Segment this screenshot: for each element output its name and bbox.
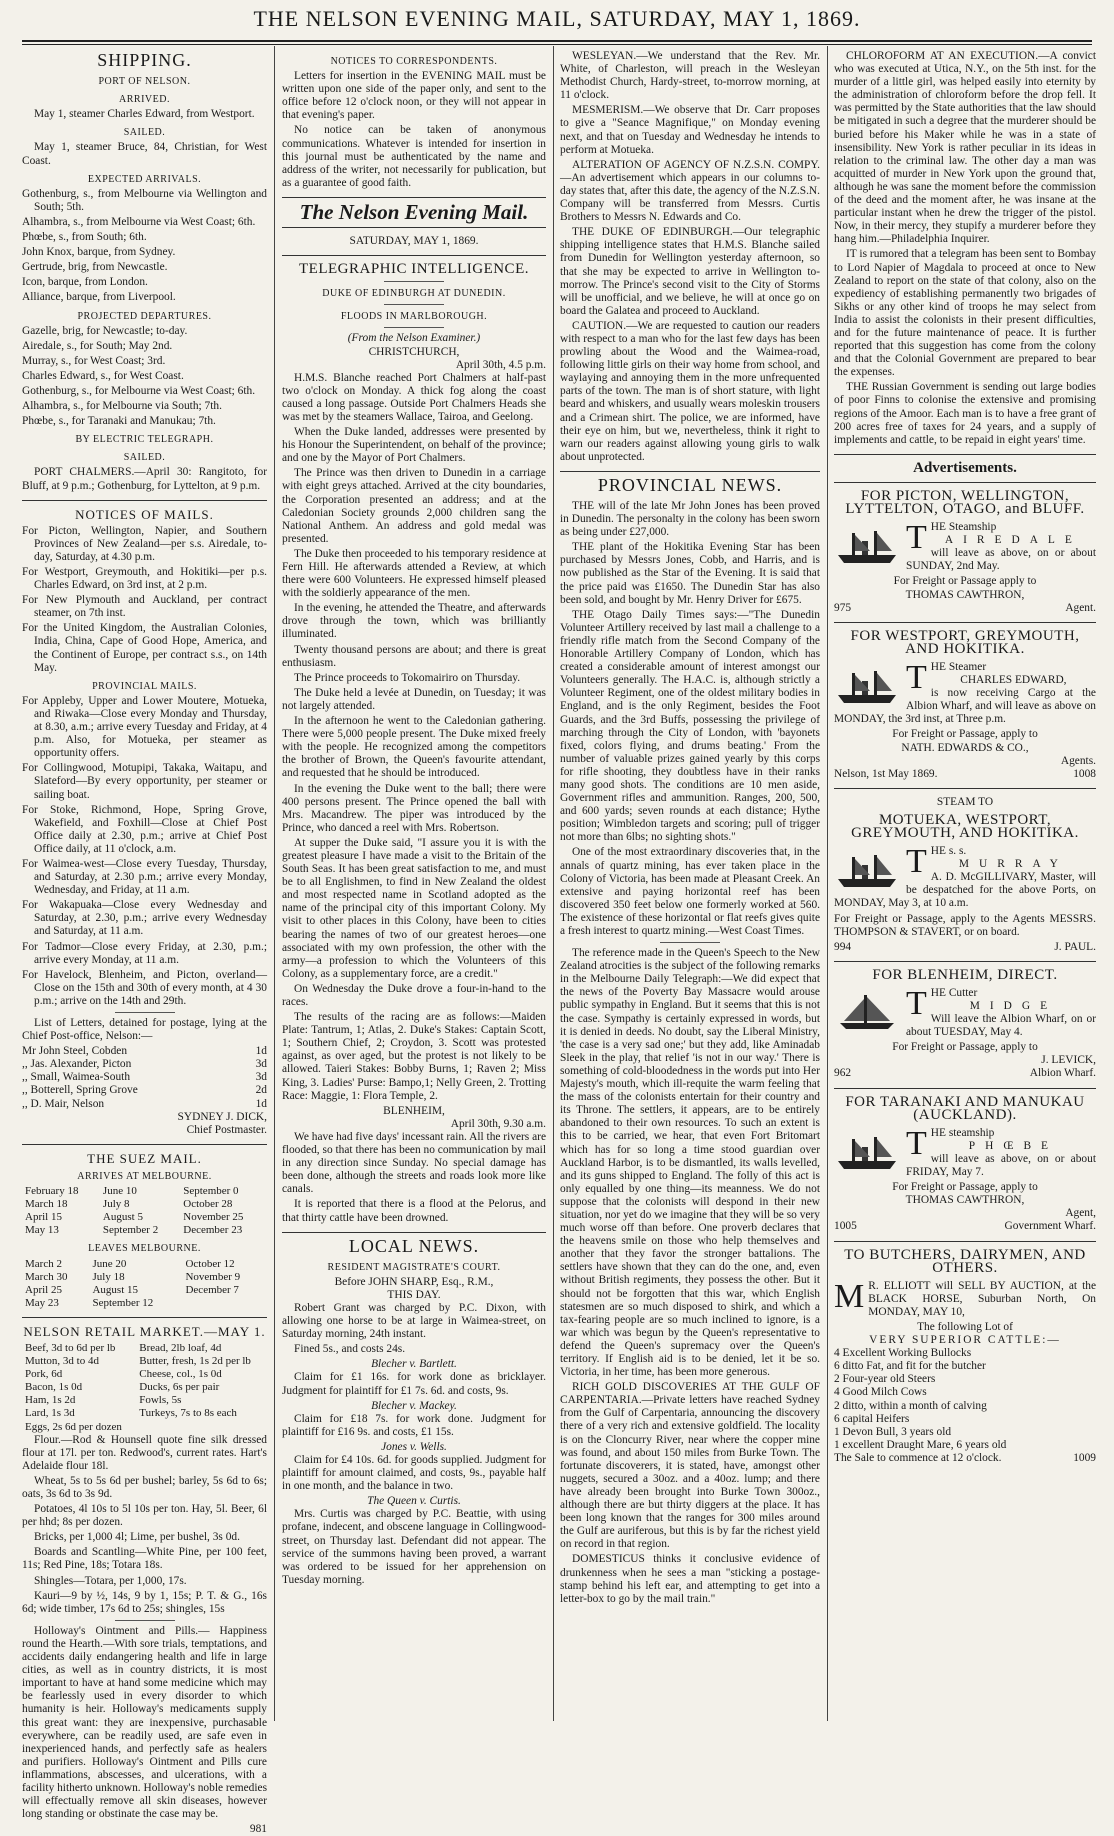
ad-footer xyxy=(834,768,1096,781)
table-cell: Turkeys, 7s to 8s each xyxy=(139,1407,237,1420)
ad-apply: For Freight or Passage, apply to xyxy=(892,728,1038,741)
telegraph-sailed: SAILED. xyxy=(123,452,166,464)
ad-apply: For Freight or Passage, apply to xyxy=(892,1181,1038,1194)
market-table xyxy=(22,1342,267,1434)
ad-heading: TO BUTCHERS, DAIRYMEN, AND OTHERS. xyxy=(844,1246,1086,1276)
ad-sale: The Sale to commence at 12 o'clock. xyxy=(834,1451,1002,1464)
ad-footer xyxy=(834,941,1096,954)
table-cell: December 7 xyxy=(185,1283,239,1296)
notices-heading: NOTICES TO CORRESPONDENTS. xyxy=(330,56,498,67)
cutter-icon xyxy=(834,991,900,1033)
table-cell: April 15 xyxy=(25,1211,62,1224)
rule xyxy=(282,255,546,256)
mails-heading: NOTICES OF MAILS. xyxy=(75,506,214,522)
notice-paragraph: No notice can be taken of anonymous communications. Whatever is intended for insertion in this journal must be authenticated by the name and address of the writer, not necessarily for publication, but as a guarantee of good faith. xyxy=(282,124,546,189)
table-cell: September 0 xyxy=(183,1185,239,1198)
ad-number: 1005 xyxy=(834,1220,857,1233)
story-paragraph: In the evening the Duke went to the ball; there were 400 persons present. The Prince opened the ball with Mrs. Macandrew. The piper was introduced by the Prince, who danced a reel with Mrs. Robertson. xyxy=(282,782,546,834)
steamship-icon xyxy=(834,665,900,707)
duke-heading: DUKE OF EDINBURGH AT DUNEDIN. xyxy=(322,288,506,300)
mail-entry: For New Plymouth and Auckland, per contract steamer, on 7th inst. xyxy=(22,594,267,620)
market-text: Potatoes, 4l 10s to 5l 10s per ton. Hay, 5l. Beer, 6l per hhd; 8s per dozen. xyxy=(22,1503,267,1529)
ad-place: Nelson, 1st May 1869. xyxy=(834,767,938,780)
letters-intro: List of Letters, detained for postage, lying at the Chief Post-office, Nelson:— xyxy=(22,1017,267,1043)
arrives-heading: ARRIVES AT MELBOURNE. xyxy=(77,1170,212,1182)
case-text: Claim for £4 10s. 6d. for goods supplied. Judgment for plaintiff for amount claimed, and costs, 9s., payable half in one month, and the balance in two. xyxy=(282,1454,546,1493)
short-rule xyxy=(384,304,444,305)
projected-entry: Charles Edward, s., for West Coast. xyxy=(22,369,184,382)
ad-body: will leave as above, on or about FRIDAY, May 7. xyxy=(906,1152,1096,1179)
table-row xyxy=(22,1407,267,1420)
floods-paragraph: We have had five days' incessant rain. All the rivers are flooded, so that there has been no communication by mail in any direction since Sunday. No special damage has been done, although the streets and roads look more like canals. xyxy=(282,1130,546,1196)
ad-the: HE Steamer xyxy=(930,660,987,673)
rule xyxy=(834,961,1096,962)
ad-footer xyxy=(834,1220,1096,1233)
rule xyxy=(22,1144,267,1145)
ad-place: Government Wharf. xyxy=(1004,1220,1096,1233)
leaves-table xyxy=(22,1258,267,1310)
sailed-entry: May 1, steamer Bruce, 84, Christian, for West Coast. xyxy=(22,141,267,167)
steamship-icon xyxy=(834,849,900,891)
table-cell: August 5 xyxy=(102,1211,143,1224)
table-row xyxy=(22,1421,267,1434)
rule xyxy=(834,1088,1096,1089)
table-cell: Ducks, 6s per pair xyxy=(139,1381,220,1394)
mail-entry: For Picton, Wellington, Napier, and Southern Provinces of New Zealand—per s.s. Airedale, to-day, Saturday, at 4.30 p.m. xyxy=(22,524,267,563)
table-row xyxy=(22,1342,267,1355)
projected-entry: Phœbe, s., for Taranaki and Manukau; 7th. xyxy=(22,415,216,428)
ad-number: 994 xyxy=(834,940,852,953)
provincial-news-heading: PROVINCIAL NEWS. xyxy=(597,474,783,495)
ad-the: HE steamship xyxy=(930,1126,995,1139)
case-text: Claim for £18 7s. for work done. Judgment for plaintiff for £16 9s. and costs, £1 15s. xyxy=(282,1412,546,1438)
provincial-mail-entry: For Havelock, Blenheim, and Picton, overland—Close on the 15th and 30th of every month, at 4 30 p.m.; arrive on the 14th and 29th. xyxy=(22,968,267,1007)
list-item: 1 excellent Draught Mare, 6 years old xyxy=(834,1438,1007,1451)
table-cell: November 25 xyxy=(183,1211,244,1224)
ad-body: is now receiving Cargo at the Albion Wharf, and will leave as above on MONDAY, the 3rd inst, at Three p.m. xyxy=(834,687,1096,726)
table-cell: Butter, fresh, 1s 2d per lb xyxy=(139,1355,251,1368)
ship-name: MURRAY xyxy=(958,858,1068,871)
table-row xyxy=(22,1297,267,1310)
story-paragraph: The Prince was then driven to Dunedin in a carriage with eight greys attached. Arrived at the city boundaries, the Corporation presented an address; and at the Caledonian Society grounds 2,000 children sang the National Anthem. An address and gold medal was presented. xyxy=(282,467,546,545)
ad-auction xyxy=(834,1277,1096,1465)
ship-name: AIREDALE xyxy=(944,534,1082,547)
table-cell: October 12 xyxy=(185,1257,235,1270)
ship-name: CHARLES EDWARD, xyxy=(960,674,1067,687)
dateline-place: BLENHEIM, xyxy=(383,1104,445,1117)
column-divider xyxy=(274,46,275,1721)
ad-footer xyxy=(834,1067,1096,1080)
letter-name: ,, Small, Waimea-South xyxy=(22,1071,131,1084)
telegraph-heading: BY ELECTRIC TELEGRAPH. xyxy=(75,434,214,446)
ad-the: HE Steamship xyxy=(930,521,997,534)
table-cell: June 10 xyxy=(102,1185,137,1198)
story-paragraph: The Prince proceeds to Tokomairiro on Thursday. xyxy=(294,671,521,684)
arrives-table xyxy=(22,1185,267,1237)
market-text: Shingles—Totara, per 1,000, 17s. xyxy=(34,1574,187,1587)
expected-entry: Gertrude, brig, from Newcastle. xyxy=(22,261,168,274)
story-paragraph: The results of the racing are as follows:—Maiden Plate: Tantrum, 1; Atlas, 2. Duke's Stakes: Captain Scott, 1; Southern Chief, 2; Croydon, 3. Scott was protested against, as over aged, but the protest is not likely to be allowed. Taieri Stakes: Bobby Burns, 1; Raven 2; Miss King, 3. Ladies' Purse: Bampo,1; Nelly Green, 2. Trotting Race: Maggie, 1: Flora Temple, 2. xyxy=(282,1011,546,1102)
table-cell: Bread, 2lb loaf, 4d xyxy=(139,1341,222,1354)
ad-airedale xyxy=(834,521,1096,615)
ad-phoebe xyxy=(834,1124,1096,1234)
ship-name: PHŒBE xyxy=(968,1139,1059,1152)
letter-row xyxy=(22,1058,267,1071)
local-item: MESMERISM.—We observe that Dr. Carr proposes to give a "Seance Magnifique," on Monday evening next, and that on Tuesday and Wednesday he intends to perform at Motueka. xyxy=(560,104,820,156)
column-2 xyxy=(282,50,546,1720)
provincial-mail-entry: For Wakapuaka—Close every Wednesday and Saturday, at 2.30, p.m.; arrive every Wednesday and Saturday, at 11 a.m. xyxy=(22,899,267,938)
court-before: Before JOHN SHARP, Esq., R.M., xyxy=(334,1275,494,1288)
rule xyxy=(282,227,546,228)
ad-number: 1009 xyxy=(1073,1451,1096,1464)
story-paragraph: Twenty thousand persons are about; and there is great enthusiasm. xyxy=(282,643,546,669)
table-cell: November 9 xyxy=(185,1270,241,1283)
local-item: THE DUKE OF EDINBURGH.—Our telegraphic shipping intelligence states that H.M.S. Blanche sailed from Dunedin for Wellington yesterday afternoon, so that she may be expected to arrive in Wellington to-morrow. The Prince's second visit to the City of Storms will be unofficial, and we believe, he will at once go on board the Galatea and proceed to Auckland. xyxy=(560,226,820,317)
ad-agent: J. PAUL. xyxy=(1054,940,1096,953)
local-item: CAUTION.—We are requested to caution our readers with respect to a man who for the last few days has been prowling about the Wood and the Waimea-road, following little girls on their way home from school, and waylaying and annoying them in the more unfrequented parts of the town. The man is of short stature, with light beard and whiskers, and usually wears moleskin trousers and a Crimean shirt. The police, we are informed, have their eye on him, but we, nevertheless, think it right to warn our readers against allowing young girls to walk about unprotected. xyxy=(560,319,820,463)
ad-role: Agent, xyxy=(1065,1207,1096,1220)
ad-heading: FOR TARANAKI AND MANUKAU (AUCKLAND). xyxy=(845,1093,1085,1123)
shipping-heading: SHIPPING. xyxy=(97,50,192,70)
table-cell: October 28 xyxy=(183,1198,233,1211)
list-item: 1 Devon Bull, 3 years old xyxy=(834,1425,952,1438)
market-heading: NELSON RETAIL MARKET.—MAY 1. xyxy=(23,1323,266,1339)
table-row xyxy=(22,1224,267,1237)
ad-apply: For Freight or Passage apply to xyxy=(893,575,1037,588)
case-title: The Queen v. Curtis. xyxy=(367,1495,461,1508)
masthead-rule xyxy=(22,40,1092,45)
provincial-mail-entry: For Tadmor—Close every Friday, at 2.30, p.m.; arrive every Monday, at 11 a.m. xyxy=(22,940,267,966)
table-cell: September 2 xyxy=(102,1224,159,1237)
list-item: 4 Excellent Working Bullocks xyxy=(834,1347,972,1360)
expected-entry: John Knox, barque, from Sydney. xyxy=(22,246,176,259)
gold-discovery-item: RICH GOLD DISCOVERIES AT THE GULF OF CARPENTARIA.—Private letters have reached Sydney from the Gulf of Carpentaria, announcing the discovery there of a very rich and extensive goldfield. The locality is on the Cloncurry River, near where the copper mine was found, and about 150 miles from Burke Town. The fortunate discoverers, it is stated, have, amongst other nuggets, secured a 30oz. and a 40oz. lump; and there have already been brought into Burke Town 300oz., although there are but thirty diggers at the place. It has been long known that the ranges for 300 miles around the Gulf are auriferous, but this is by far the richest yield on record in that region. xyxy=(560,1381,820,1551)
port-heading: PORT OF NELSON. xyxy=(98,76,191,88)
ad-heading: MOTUEKA, WESTPORT, GREYMOUTH, AND HOKITIKA. xyxy=(851,811,1079,841)
projected-entry: Murray, s., for West Coast; 3rd. xyxy=(22,354,166,367)
ad-the: HE s. s. xyxy=(930,845,967,858)
provincial-item: THE will of the late Mr John Jones has been proved in Dunedin. The personalty in the colony has been sworn as being under £27,000. xyxy=(560,500,820,539)
ad-role: Albion Wharf. xyxy=(1029,1067,1096,1080)
story-paragraph: In the afternoon he went to the Caledonian gathering. There were 5,000 people present. The Duke mixed freely with the people. He recognized among the competitors the brother of Brown, the Queen's favourite attendant, and requested that he should be introduced. xyxy=(282,715,546,780)
issue-date: SATURDAY, MAY 1, 1869. xyxy=(349,235,479,248)
table-cell: Eggs, 2s 6d per dozen xyxy=(25,1420,122,1433)
local-item: ALTERATION OF AGENCY OF N.Z.S.N. COMPY. —An advertisement which appears in our columns to-day states that, after this date, the agency of the N.Z.S.N. Company will be transferred from Messrs. Curtis Brothers to Messrs N. Edwards and Co. xyxy=(560,158,821,224)
table-cell: Pork, 6d xyxy=(25,1368,63,1381)
table-cell: Mutton, 3d to 4d xyxy=(25,1355,99,1368)
story-paragraph: In the evening, he attended the Theatre, and afterwards drove through the town, which was brilliantly illuminated. xyxy=(282,602,546,641)
local-item: WESLEYAN.—We understand that the Rev. Mr. White, of Charleston, will preach in the Wesleyan Methodist Church, Hardy-street, to-morrow morning, at 11 o'clock. xyxy=(560,50,820,102)
rule xyxy=(834,622,1096,623)
telegraphic-heading: TELEGRAPHIC INTELLIGENCE. xyxy=(299,261,529,278)
column-divider xyxy=(827,46,828,1721)
ad-footer xyxy=(834,1452,1096,1465)
table-row xyxy=(22,1368,267,1381)
ad-number: 962 xyxy=(834,1067,852,1080)
table-cell: February 18 xyxy=(25,1185,79,1198)
table-cell: Cheese, col., 1s 0d xyxy=(139,1368,222,1381)
provincial-item: One of the most extraordinary discoveries that, in the annals of quartz mining, has ever taken place in the Colony of Victoria, has been made at Pleasant Creek. An extensive and paying horizontal reef has been discovered 350 feet below one formerly worked at 560. The existence of these horizontal or flat reefs gives quite a fresh interest to quartz mining.—West Coast Times. xyxy=(560,846,820,937)
rule xyxy=(560,471,820,472)
source-line: (From the Nelson Examiner.) xyxy=(347,332,481,345)
story-paragraph: At supper the Duke said, "I assure you it is with the greatest pleasure I have made a visit to the Britain of the South Seas. It has been great satisfaction to me, and must be to all Englishmen, to find in New Zealand the oldest and most respected name in Scotland adopted as the name of the principal city of this important Colony. My visit to other places in this Colony, have been to cities bearing the names of two of our greatest heroes—one associated with my own profession, the other with the army—a profession to which the Volunteers of this Colony, as a supplementary force, are a credit." xyxy=(282,836,546,980)
provincial-mail-entry: For Waimea-west—Close every Tuesday, Thursday, and Saturday, at 2.30 p.m.; arrive every Monday, Wednesday, and Friday, at 11 a.m. xyxy=(22,857,267,897)
notice-paragraph: Letters for insertion in the EVENING MAIL must be written upon one side of the paper only, and sent to the office before 12 o'clock noon, or they will not appear in that evening's paper. xyxy=(282,70,546,122)
case-text: Claim for £1 16s. for work done as bricklayer. Judgment for plaintiff for £1 7s. 6d. and costs, 9s. xyxy=(282,1371,546,1397)
story-paragraph: The Duke held a levée at Dunedin, on Tuesday; it was not largely attended. xyxy=(282,686,546,712)
ad-charles-edward xyxy=(834,658,1096,781)
table-row xyxy=(22,1185,267,1198)
ad-agent: THOMAS CAWTHRON, xyxy=(905,588,1025,601)
news-item: THE Russian Government is sending out large bodies of poor Finns to colonise the extensive and promising regions of the Amoor. Each man is to have a free grant of 200 acres free of taxes for 24 years, and a supply of implements and cattle, to be repaid in eight years' time. xyxy=(834,381,1096,446)
drop-cap: T xyxy=(906,843,927,881)
rule xyxy=(834,788,1096,789)
ad-heading: FOR WESTPORT, GREYMOUTH, AND HOKITIKA. xyxy=(850,627,1080,657)
letter-amount: 3d xyxy=(255,1071,267,1084)
table-row xyxy=(22,1284,267,1297)
drop-cap: T xyxy=(906,519,927,557)
ship-name: MIDGE xyxy=(969,1000,1058,1012)
news-item: CHLOROFORM AT AN EXECUTION.—A convict who was executed at Utica, N.Y., on the 5th inst. for the murder of a little girl, was helped easily into eternity by the administration of chloroform before the drop fell. It was permitted by the State authorities that the law should be mitigated in such a degree that the murderer should be buried before his Maker while he was in a state of insensibility. New York is rather peculiar in its ideas in relation to the criminal law. The other day a man was acquitted of murder in New York upon the ground that, although he was sane the moment before the commission of the deed and the moment after, he was insane at the particular instant when he drew the trigger of the pistol. Now, in their mercy, they stupify a murderer before they hang him.—Philadelphia Inquirer. xyxy=(834,50,1096,246)
sailed-heading: SAILED. xyxy=(123,127,166,139)
rule xyxy=(834,1241,1096,1242)
ad-apply: For Freight or Passage, apply to the Agents MESSRS. THOMPSON & STAVERT, or on board. xyxy=(834,912,1096,938)
court-day: THIS DAY. xyxy=(387,1288,441,1301)
rule xyxy=(834,454,1096,455)
ad-agent: THOMAS CAWTHRON, xyxy=(905,1194,1025,1207)
expected-heading: EXPECTED ARRIVALS. xyxy=(87,173,202,185)
floods-paragraph: It is reported that there is a flood at the Pelorus, and that thirty cattle have been drowned. xyxy=(282,1198,546,1224)
paper-masthead: The Nelson Evening Mail. xyxy=(299,199,529,224)
case-text: Mrs. Curtis was charged by P.C. Beattie, with using profane, indecent, and obscene language in Collingwood-street, on Thursday last. Defendant did not appear. The service of the summons having been proved, a warrant was ordered to be issued for her apprehension on Tuesday morning. xyxy=(282,1508,546,1586)
ad-following: The following Lot of xyxy=(917,1320,1013,1333)
dateline-date: April 30th, 9.30 a.m. xyxy=(450,1117,546,1130)
story-paragraph: H.M.S. Blanche reached Port Chalmers at half-past two o'clock on Monday. A thick fog along the coast caused a long passage. Outside Port Chalmers Heads she was met by the steamers Wallace, Tairoa, and Geelong. xyxy=(282,371,546,423)
holloway-advert: Holloway's Ointment and Pills.— Happiness round the Hearth.—With sore trials, temptations, and accidents daily endangering health and life in large cities, as well as in country districts, it is most important to have at hand some medicine which may be fearlessly used in every disorder to which humanity is heir. Holloway's medicaments supply this great want: they are inexpensive, purchasable everywhere, can be readily used, are safe even in inexperienced hands, and perfectly safe as healers and purifiers. Holloway's Ointment and Pills cure inflammations, abscesses, and ulcerations, with a facility hitherto unknown. Holloway's noble remedies will effectually remove all skin diseases, however long standing or obstinate the case may be. xyxy=(22,1624,267,1821)
table-cell: Fowls, 5s xyxy=(139,1394,182,1407)
list-item: 4 Good Milch Cows xyxy=(834,1386,927,1399)
drop-cap: T xyxy=(906,1124,927,1162)
suez-heading: THE SUEZ MAIL. xyxy=(87,1150,202,1166)
letter-amount: 2d xyxy=(255,1084,267,1097)
table-row xyxy=(22,1211,267,1224)
mail-entry: For Westport, Greymouth, and Hokitiki—per p.s. Charles Edward, on 3rd inst, at 2 p.m. xyxy=(22,566,267,592)
short-rule xyxy=(384,327,444,328)
dateline-date: April 30th, 4.5 p.m. xyxy=(455,358,546,371)
drop-cap: T xyxy=(906,984,927,1022)
column-1 xyxy=(22,50,267,1836)
court-case-text: Robert Grant was charged by P.C. Dixon, with allowing one horse to be at large in Waimea-street, on Saturday morning, 24th instant. xyxy=(282,1301,546,1341)
short-rule xyxy=(115,1620,175,1621)
projected-entry: Gazelle, brig, for Newcastle; to-day. xyxy=(22,324,188,337)
table-cell: March 18 xyxy=(25,1198,68,1211)
market-text: Boards and Scantling—White Pine, per 100 feet, 11s; Red Pine, 18s; Totara 18s. xyxy=(22,1546,267,1572)
rule xyxy=(282,1232,546,1233)
table-cell xyxy=(182,1297,267,1310)
provincial-mail-entry: For Appleby, Upper and Lower Moutere, Motueka, and Riwaka—Close every Monday and Thursday, at 8.30, a.m.; arrive every Tuesday and Friday, at 4 p.m. Also, for Motueka, per steamer as opportunity offers. xyxy=(22,694,267,760)
market-text: Wheat, 5s to 5s 6d per bushel; barley, 5s 6d to 6s; oats, 3s 6d to 3s 9d. xyxy=(22,1474,267,1500)
projected-entry: Gothenburg, s., for Melbourne via West Coast; 6th. xyxy=(22,384,256,397)
ad-pre: STEAM TO xyxy=(936,795,994,808)
table-row xyxy=(22,1258,267,1271)
market-text: Bricks, per 1,000 4l; Lime, per bushel, 3s 0d. xyxy=(34,1531,240,1544)
ad-midge xyxy=(834,984,1096,1081)
letter-amount: 1d xyxy=(255,1097,267,1110)
expected-entry: Icon, barque, from London. xyxy=(22,276,148,289)
case-title: Jones v. Wells. xyxy=(381,1440,447,1453)
projected-heading: PROJECTED DEPARTURES. xyxy=(77,310,212,322)
letter-amount: 1d xyxy=(255,1045,267,1058)
list-item: 6 ditto Fat, and fit for the butcher xyxy=(834,1360,986,1373)
market-text: Flour.—Rod & Hounsell quote fine silk dressed flour at 17l. per ton. Redwood's, current rates. Hart's Adelaide flour 18l. xyxy=(22,1433,267,1472)
telegraph-entry: PORT CHALMERS.—April 30: Rangitoto, for Bluff, at 9 p.m.; Gothenburg, for Lyttelton, at 9 p.m. xyxy=(22,466,267,492)
rule xyxy=(22,500,267,501)
ad-the: HE Cutter xyxy=(930,986,978,999)
list-item: 6 capital Heifers xyxy=(834,1412,910,1425)
ad-cattle: VERY SUPERIOR CATTLE:— xyxy=(869,1334,1061,1347)
letter-row xyxy=(22,1098,267,1111)
letter-name: ,, Botterell, Spring Grove xyxy=(22,1084,138,1097)
ad-body: Will leave the Albion Wharf, on or about TUESDAY, May 4. xyxy=(906,1013,1096,1039)
table-cell: March 2 xyxy=(25,1257,62,1270)
ad-intro: R. ELLIOTT will SELL BY AUCTION, at the BLACK HORSE, Suburban North, On MONDAY, MAY 10, xyxy=(868,1279,1096,1318)
table-cell: July 18 xyxy=(92,1270,125,1283)
ad-agent: J. LEVICK, xyxy=(1041,1054,1096,1067)
rule xyxy=(834,482,1096,483)
table-cell: May 13 xyxy=(25,1224,59,1237)
queen-speech-item: The reference made in the Queen's Speech to the New Zealand atrocities is the subject of the following remarks in the Melbourne Daily Telegraph:—We did expect that the news of the Poverty Bay Massacre would arouse public sympathy in England. But it seems that this is not the case. Sympathy is certainly expressed in words, but it is denied in deeds. No doubt, say the Liberal Ministry, 'the case is a very sad one;' but they add, like Aminadab Sleek in the play, that relief 'is not in our way.' There is something of cold-bloodedness in the words put into Her Majesty's mouth, which ill-requite the warm feeling that the mass of the colonists entertain for their country and its Throne. The settlers, it appears, are to be entirely abandoned to their own resources. To such an extent is this to be carried, we hear, that even Fort Britomart which has for so long a time stood guardian over Auckland Harbor, is to be dismantled, its walls levelled, and its guns shipped to England. The folly of this act is only equalled by one thing—its meanness. We do not suppose that the colonists will despond in their new situation, nor yet do we imagine that they will be so very much worse off than before. One proverb declares that the heavens smile on those who help themselves and another that they favor the stronger battalions. The settlers have shown that they can do the one, and, even without British regiments, they possess the other. But it should not be forgotten that this war, which English statesmen are so much disposed to shirk, and which a tax-fearing people are so much inclined to ignore, is a war which was begun by the Queen's representative to defend the Queen's supremacy over the Queen's territory. If English aid is to be denied, let it be so. Victoria, in her time, has been more generous. xyxy=(560,947,820,1379)
letter-name: ,, Jas. Alexander, Picton xyxy=(22,1058,132,1071)
arrived-heading: ARRIVED. xyxy=(119,94,170,106)
holloway-number: 981 xyxy=(249,1823,267,1836)
table-row xyxy=(22,1355,267,1368)
table-row xyxy=(22,1381,267,1394)
letter-row xyxy=(22,1084,267,1097)
ad-number: 975 xyxy=(834,601,852,614)
page-masthead: THE NELSON EVENING MAIL, SATURDAY, MAY 1, 1869. xyxy=(253,6,861,31)
court-heading: RESIDENT MAGISTRATE'S COURT. xyxy=(327,1261,501,1273)
letter-row xyxy=(22,1045,267,1058)
list-item: 2 ditto, within a month of calving xyxy=(834,1399,987,1412)
table-cell: Beef, 3d to 6d per lb xyxy=(25,1341,116,1354)
ad-murray xyxy=(834,845,1096,954)
case-title: Blecher v. Mackey. xyxy=(371,1399,457,1412)
letter-name: ,, D. Mair, Nelson xyxy=(22,1097,105,1110)
local-news-heading: LOCAL NEWS. xyxy=(348,1235,480,1256)
provincial-item: THE plant of the Hokitika Evening Star has been purchased by Messrs Jones, Cobb, and Harris, and is now published as the Star of the Evening. It is said that the price paid was £1650. The Dunedin Star has also been sold, and bought by Mr. Henry Driver for £675. xyxy=(560,541,820,606)
rule xyxy=(282,197,546,198)
expected-entry: Alhambra, s., from Melbourne via West Coast; 6th. xyxy=(22,215,256,228)
arrived-entry: May 1, steamer Charles Edward, from Westport. xyxy=(34,108,255,121)
expected-entry: Alliance, barque, from Liverpool. xyxy=(22,291,176,304)
column-4 xyxy=(834,50,1096,1720)
ad-apply: For Freight or Passage, apply to xyxy=(892,1041,1038,1054)
table-cell: June 20 xyxy=(92,1257,127,1270)
domesticus-item: DOMESTICUS thinks it conclusive evidence of drunkenness when he sees a man "sticking a postage-stamp behind his left ear, and attempting to get into a letter-box to go by the mail train." xyxy=(560,1553,820,1605)
provincial-item: THE Otago Daily Times says:—"The Dunedin Volunteer Artillery received by last mail a challenge to a friendly rifle match from the Second Company of the Honorable Artillery Company of London, which has created a considerable amount of interest amongst our Volunteers generally. The H.A.C. is, although strictly a Volunteer Regiment, one of the oldest military bodies in England, and is the only Regiment, besides the Foot Guards, and the 3rd Buffs, possessing the privilege of marching through the City of London, with 'bayonets fixed, colors flying, and drums beating.' From the number of valuable prizes gained yearly by this corps for rifle shooting, they doubtless have in their ranks many good shots. The conditions are 10 men aside, Government rifles and ammunition. Ranges, 200, 500, and 600 yards; seven rounds at each distance; Hythe position; Wimbledon targets and scoring; pull of trigger not more than 6lbs; no sighting shots." xyxy=(560,608,820,844)
column-3 xyxy=(560,50,820,1720)
ad-role: Agent. xyxy=(1065,601,1096,614)
ad-number: 1008 xyxy=(1073,767,1096,780)
ad-role: Agents. xyxy=(1060,754,1096,767)
provincial-mails-heading: PROVINCIAL MAILS. xyxy=(92,680,197,692)
list-item: 2 Four-year old Steers xyxy=(834,1373,936,1386)
ad-body: will leave as above, on or about SUNDAY, 2nd May. xyxy=(906,547,1096,573)
table-cell: July 8 xyxy=(102,1198,130,1211)
market-text: Kauri—9 by ½, 14s, 9 by 1, 15s; P. T. & G., 16s 6d; wide timber, 17s 6d to 25s; shingles, 15s xyxy=(22,1589,267,1615)
table-row xyxy=(22,1271,267,1284)
table-cell: April 25 xyxy=(25,1283,62,1296)
table-cell: August 15 xyxy=(92,1283,139,1296)
ad-heading: FOR PICTON, WELLINGTON, LYTTELTON, OTAGO, and BLUFF. xyxy=(845,487,1085,517)
story-paragraph: The Duke then proceeded to his temporary residence at Fern Hill. He afterwards attended a Review, at which there were 600 Volunteers. He expressed himself pleased with the soldierly appearance of the men. xyxy=(282,547,546,600)
advertisements-heading: Advertisements. xyxy=(913,459,1017,476)
ad-body: A. D. McGILLIVARY, Master, will be despatched for the above Ports, on MONDAY, May 3, at 10 a.m. xyxy=(834,871,1096,910)
ad-agent: NATH. EDWARDS & CO., xyxy=(901,741,1029,754)
letter-name: Mr John Steel, Cobden xyxy=(22,1045,128,1058)
rule xyxy=(22,1317,267,1318)
case-title: Blecher v. Bartlett. xyxy=(371,1358,457,1371)
table-cell: Bacon, 1s 0d xyxy=(25,1381,83,1394)
column-divider xyxy=(553,46,554,1721)
table-cell: March 30 xyxy=(25,1270,68,1283)
drop-cap: M xyxy=(834,1277,865,1315)
news-item: IT is rumored that a telegram has been sent to Bombay to Lord Napier of Magdala to proceed at once to New Zealand to report on the state of that colony, also on the expediency of establishing permanently two brigades of Sikhs or any other kind of troops he may select from India to assist the colonists in their present difficulties, and for the future maintenance of peace. It is further reported that this suggestion has come from the colony and that the Colonial Government are prepared to bear the expenses. xyxy=(834,248,1096,379)
steamship-icon xyxy=(834,525,900,567)
projected-entry: Airedale, s., for South; May 2nd. xyxy=(22,339,173,352)
postmaster-name: SYDNEY J. DICK, xyxy=(177,1110,267,1123)
letter-amount: 3d xyxy=(255,1058,267,1071)
table-row xyxy=(22,1394,267,1407)
expected-entry: Gothenburg, s., from Melbourne via Wellington and South; 5th. xyxy=(22,187,267,213)
letter-row xyxy=(22,1071,267,1084)
table-cell: Lard, 1s 3d xyxy=(25,1407,75,1420)
short-rule xyxy=(660,942,720,943)
table-cell: Ham, 1s 2d xyxy=(25,1394,76,1407)
floods-heading: FLOODS IN MARLBOROUGH. xyxy=(340,311,488,323)
table-cell: September 12 xyxy=(92,1296,154,1309)
provincial-mail-entry: For Collingwood, Motupipi, Takaka, Waitapu, and Slateford—By every opportunity, per steamer or sailing boat. xyxy=(22,762,267,801)
leaves-heading: LEAVES MELBOURNE. xyxy=(88,1243,201,1255)
table-cell xyxy=(136,1421,267,1434)
steamship-icon xyxy=(834,1131,900,1173)
ad-footer xyxy=(834,602,1096,615)
drop-cap: T xyxy=(906,658,927,696)
mail-entry: For the United Kingdom, the Australian Colonies, India, China, Cape of Good Hope, America, and the Continent of Europe, per contract s.s., on 14th May. xyxy=(22,622,267,674)
ad-heading: FOR BLENHEIM, DIRECT. xyxy=(872,966,1058,983)
short-rule xyxy=(384,281,444,282)
court-fine: Fined 5s., and costs 24s. xyxy=(294,1343,406,1356)
projected-entry: Alhambra, s., for Melbourne via South; 7th. xyxy=(22,400,222,413)
postmaster-title: Chief Postmaster. xyxy=(186,1123,267,1136)
table-cell: December 23 xyxy=(183,1224,243,1237)
dateline-place: CHRISTCHURCH, xyxy=(368,345,460,358)
table-row xyxy=(22,1198,267,1211)
expected-entry: Phœbe, s., from South; 6th. xyxy=(22,231,147,244)
story-paragraph: On Wednesday the Duke drove a four-in-hand to the races. xyxy=(282,982,546,1008)
provincial-mail-entry: For Stoke, Richmond, Hope, Spring Grove, Wakefield, and Foxhill—Close at Chief Post Office daily at 2.30, p.m.; arrive at Chief Post Office daily, at 11 o'clock, a.m. xyxy=(22,803,267,855)
short-rule xyxy=(115,1012,175,1013)
table-cell: May 23 xyxy=(25,1296,59,1309)
story-paragraph: When the Duke landed, addresses were presented by his Honour the Superintendent, on behalf of the province; and one by the Mayor of Port Chalmers. xyxy=(282,426,546,465)
